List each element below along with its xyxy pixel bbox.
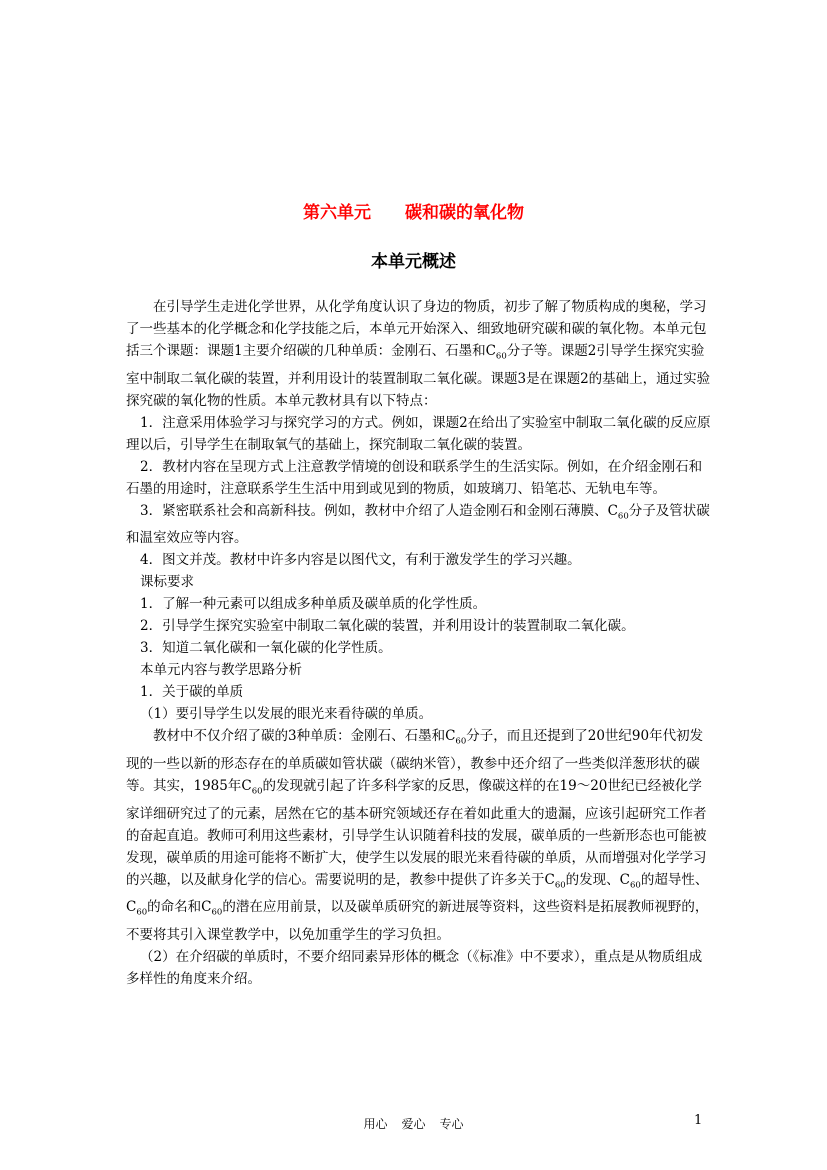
page-footer <box>0 1115 827 1132</box>
footer-word-1: 用心 <box>363 1117 388 1131</box>
subsection-1-heading: 1．关于碳的单质 <box>140 684 244 701</box>
page-number: 1 <box>694 1113 703 1128</box>
footer-word-2: 爱心 <box>401 1117 426 1131</box>
analysis-heading: 本单元内容与教学思路分析 <box>140 662 302 679</box>
unit-title-number: 第六单元 <box>303 203 371 223</box>
curriculum-item-1: 1．了解一种元素可以组成多种单质及碳单质的化学性质。 <box>140 596 487 613</box>
unit-title <box>0 198 827 223</box>
feature-4: 4．图文并茂。教材中许多内容是以图代文，有利于激发学生的学习兴趣。 <box>140 552 581 569</box>
unit-title-topic: 碳和碳的氧化物 <box>405 203 524 223</box>
point-1-1: （1）要引导学生以发展的眼光来看待碳的单质。 <box>140 706 433 723</box>
intro-paragraph: 在引导学生走进化学世界，从化学角度认识了身边的物质，初步了解了物质构成的奥秘，学习了一些基本的化学概念和化学技能之后，本单元开始深入、细致地研究碳和碳的氧化物。本单元包括三个课题：课题1主要介绍碳的几种单质：金刚石、石墨和$C_{60}$分子等。课题2引导学生探究实验室中制取二氧化碳的装置，并利用设计的装置制取二氧化碳。课题3是在课题2的基础上，通过实验探究碳的氧化物的性质。本单元教材具有以下特点： <box>126 299 711 409</box>
feature-2: 2．教材内容在呈现方式上注意教学情境的创设和联系学生的生活实际。例如，在介绍金刚石和石墨的用途时，注意联系学生生活中用到或见到的物质，如玻璃刀、铅笔芯、无轨电车等。 <box>126 458 703 497</box>
section-title: 本单元概述 <box>371 252 456 272</box>
footer-word-3: 专心 <box>439 1117 464 1131</box>
body-text <box>126 296 711 990</box>
point-1-2: （2）在介绍碳的单质时，不要介绍同素异形体的概念（《标准》中不要求），重点是从物质组成多样性的角度来介绍。 <box>126 949 703 988</box>
point-1-1-body: 教材中不仅介绍了碳的3种单质：金刚石、石墨和$C_{60}$分子，而且还提到了20世纪90年代初发现的一些以新的形态存在的单质碳如管状碳（碳纳米管），教参中还介绍了一些类似洋葱形状的碳等。其实，1985年$C_{60}$的发现就引起了许多科学家的反思，像碳这样的在19～20世纪已经被化学家详细研究过了的元素，居然在它的基本研究领域还存在着如此重大的遗漏，应该引起研究工作者的奋起直追。教师可利用这些素材，引导学生认识随着科技的发展，碳单质的一些新形态也可能被发现，碳单质的用途可能将不断扩大，使学生以发展的眼光来看待碳的单质，从而增强对化学学习的兴趣，以及献身化学的信心。需要说明的是，教参中提供了许多关于$C_{60}$的发现、$C_{60}$的超导性、$C_{60}$的命名和$C_{60}$的潜在应用前景，以及碳单质研究的新进展等资料，这些资料是拓展教师视野的，不要将其引入课堂教学中，以免加重学生的学习负担。 <box>126 728 709 944</box>
curriculum-item-2: 2．引导学生探究实验室中制取二氧化碳的装置，并利用设计的装置制取二氧化碳。 <box>140 618 635 635</box>
feature-1: 1．注意采用体验学习与探究学习的方式。例如，课题2在给出了实验室中制取二氧化碳的反应原理以后，引导学生在制取氧气的基础上，探究制取二氧化碳的装置。 <box>126 414 711 453</box>
curriculum-heading: 课标要求 <box>140 574 194 591</box>
feature-3: 3．紧密联系社会和高新科技。例如，教材中介绍了人造金刚石和金刚石薄膜、$C_{60}$分子及管状碳和温室效应等内容。 <box>126 502 710 547</box>
curriculum-item-3: 3．知道二氧化碳和一氧化碳的化学性质。 <box>140 640 392 657</box>
